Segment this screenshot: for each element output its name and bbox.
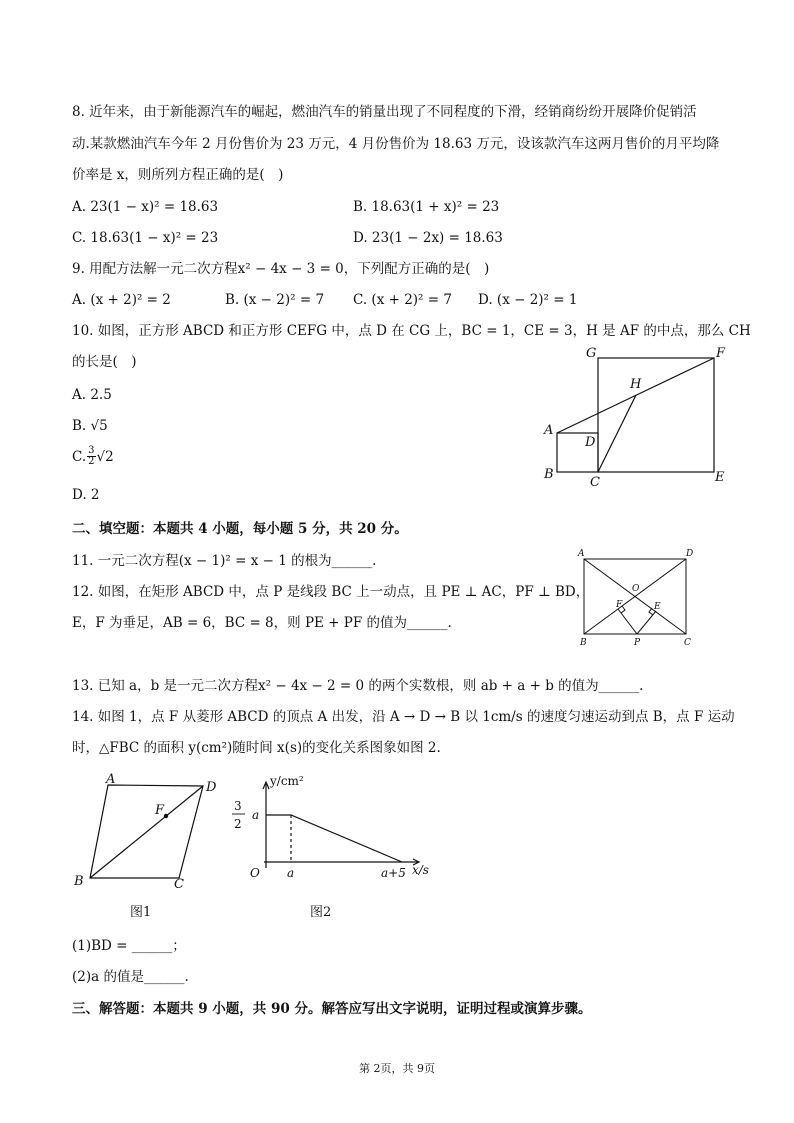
x-tick-a-plus-5: a+5 [381, 866, 406, 880]
q10-option-a: A. 2.5 [72, 387, 112, 403]
origin-label: O [250, 866, 260, 880]
q9-line1: 9. 用配方法解一元二次方程x² − 4x − 3 = 0，下列配方正确的是( ) [72, 261, 490, 277]
point-f [164, 814, 168, 818]
q8-line1: 8. 近年来，由于新能源汽车的崛起，燃油汽车的销量出现了不同程度的下滑，经销商纷纷开展降价促销活 [72, 104, 697, 120]
q10-fraction-denominator: 2 [88, 456, 95, 467]
q12-line1: 12. 如图，在矩形 ABCD 中，点 P 是线段 BC 上一动点，且 PE ⊥ AC，PF ⊥ BD， [72, 584, 590, 600]
label-b: B [580, 638, 587, 648]
q8-option-b: B. 18.63(1 + x)² = 23 [353, 199, 500, 215]
label-f: F [155, 803, 165, 818]
q10-option-d: D. 2 [72, 487, 100, 503]
x-tick-a: a [287, 866, 295, 880]
label-c: C [684, 638, 691, 648]
q12-figure [572, 545, 702, 650]
label-o: O [632, 584, 640, 594]
q10-option-b: B. √5 [72, 418, 108, 434]
q12-line2: E，F 为垂足，AB = 6，BC = 8，则 PE + PF 的值为______. [72, 615, 452, 631]
q14-figure-1 [68, 770, 228, 922]
area-graph-line [266, 815, 402, 862]
q14-line1: 14. 如图 1，点 F 从菱形 ABCD 的顶点 A 出发，沿 A → D → B 以 1cm/s 的速度匀速运动到点 B，点 F 运动 [72, 709, 735, 725]
y-axis-label: y/cm² [270, 774, 304, 788]
q14-line2: 时，△FBC 的面积 y(cm²)随时间 x(s)的变化关系图象如图 2. [72, 740, 441, 756]
q10-option-c-fraction [87, 446, 95, 467]
section-3-heading: 三、解答题：本题共 9 小题，共 90 分。解答应写出文字说明，证明过程或演算步骤。 [72, 1001, 592, 1017]
square-cefg [598, 358, 714, 472]
q11: 11. 一元二次方程(x − 1)² = x − 1 的根为______. [72, 553, 377, 569]
label-e: E [654, 602, 661, 612]
section-2-heading: 二、填空题：本题共 4 小题，每小题 5 分，共 20 分。 [72, 521, 408, 537]
label-h: H [630, 377, 642, 392]
q10-option-c [72, 446, 114, 467]
q14-figure-2 [226, 770, 446, 922]
segment-ch [598, 395, 636, 472]
q8-option-d: D. 23(1 − 2x) = 18.63 [353, 230, 503, 246]
q10-fraction-numerator: 3 [88, 445, 95, 456]
label-f: F [716, 346, 726, 361]
label-b: B [74, 874, 84, 889]
y-tick-a: a [252, 808, 260, 822]
label-d: D [585, 435, 596, 450]
label-a: A [578, 549, 585, 559]
q9-option-b: B. (x − 2)² = 7 [225, 292, 325, 308]
segment-pe [637, 611, 656, 634]
figure-1-caption: 图1 [130, 905, 152, 920]
q8-option-c: C. 18.63(1 − x)² = 23 [72, 230, 219, 246]
fraction-denominator: 2 [234, 817, 242, 831]
label-a: A [106, 772, 116, 787]
q10-line1: 10. 如图，正方形 ABCD 和正方形 CEFG 中，点 D 在 CG 上，BC = 1，CE = 3，H 是 AF 的中点，那么 CH [72, 323, 751, 339]
label-p: P [634, 638, 641, 648]
q10-figure [538, 340, 738, 490]
q8-option-a: A. 23(1 − x)² = 18.63 [72, 199, 219, 215]
q8-line2: 动.某款燃油汽车今年 2 月份售价为 23 万元，4 月份售价为 18.63 万元，设该款汽车这两月售价的月平均降 [72, 136, 720, 152]
q9-option-a: A. (x + 2)² = 2 [72, 292, 171, 308]
fraction-numerator: 3 [234, 799, 242, 813]
label-c: C [174, 877, 184, 892]
q9-option-c: C. (x + 2)² = 7 [353, 292, 452, 308]
q8-line3: 价率是 x，则所列方程正确的是( ) [72, 167, 284, 183]
q13: 13. 已知 a，b 是一元二次方程x² − 4x − 2 = 0 的两个实数根，则 ab + a + b 的值为______. [72, 678, 644, 694]
label-g: G [586, 346, 597, 361]
q10-option-c-radical: √2 [96, 448, 114, 465]
label-c: C [590, 475, 600, 490]
x-axis-label: x/s [412, 863, 429, 877]
q10-option-c-label: C. [72, 448, 87, 465]
label-d: D [206, 780, 217, 795]
figure-2-caption: 图2 [310, 905, 332, 920]
q10-line2: 的长是( ) [72, 354, 137, 370]
label-e: E [715, 470, 725, 485]
q14-sub1: (1)BD = ______； [72, 938, 186, 954]
diagonal-bd [90, 786, 203, 878]
q9-option-d: D. (x − 2)² = 1 [478, 292, 578, 308]
q14-sub2: (2)a 的值是______. [72, 969, 189, 985]
page-footer: 第 2页，共 9页 [359, 1062, 435, 1075]
label-a: A [544, 423, 554, 438]
label-b: B [544, 467, 554, 482]
label-f: F [616, 600, 623, 610]
label-d: D [686, 549, 694, 559]
